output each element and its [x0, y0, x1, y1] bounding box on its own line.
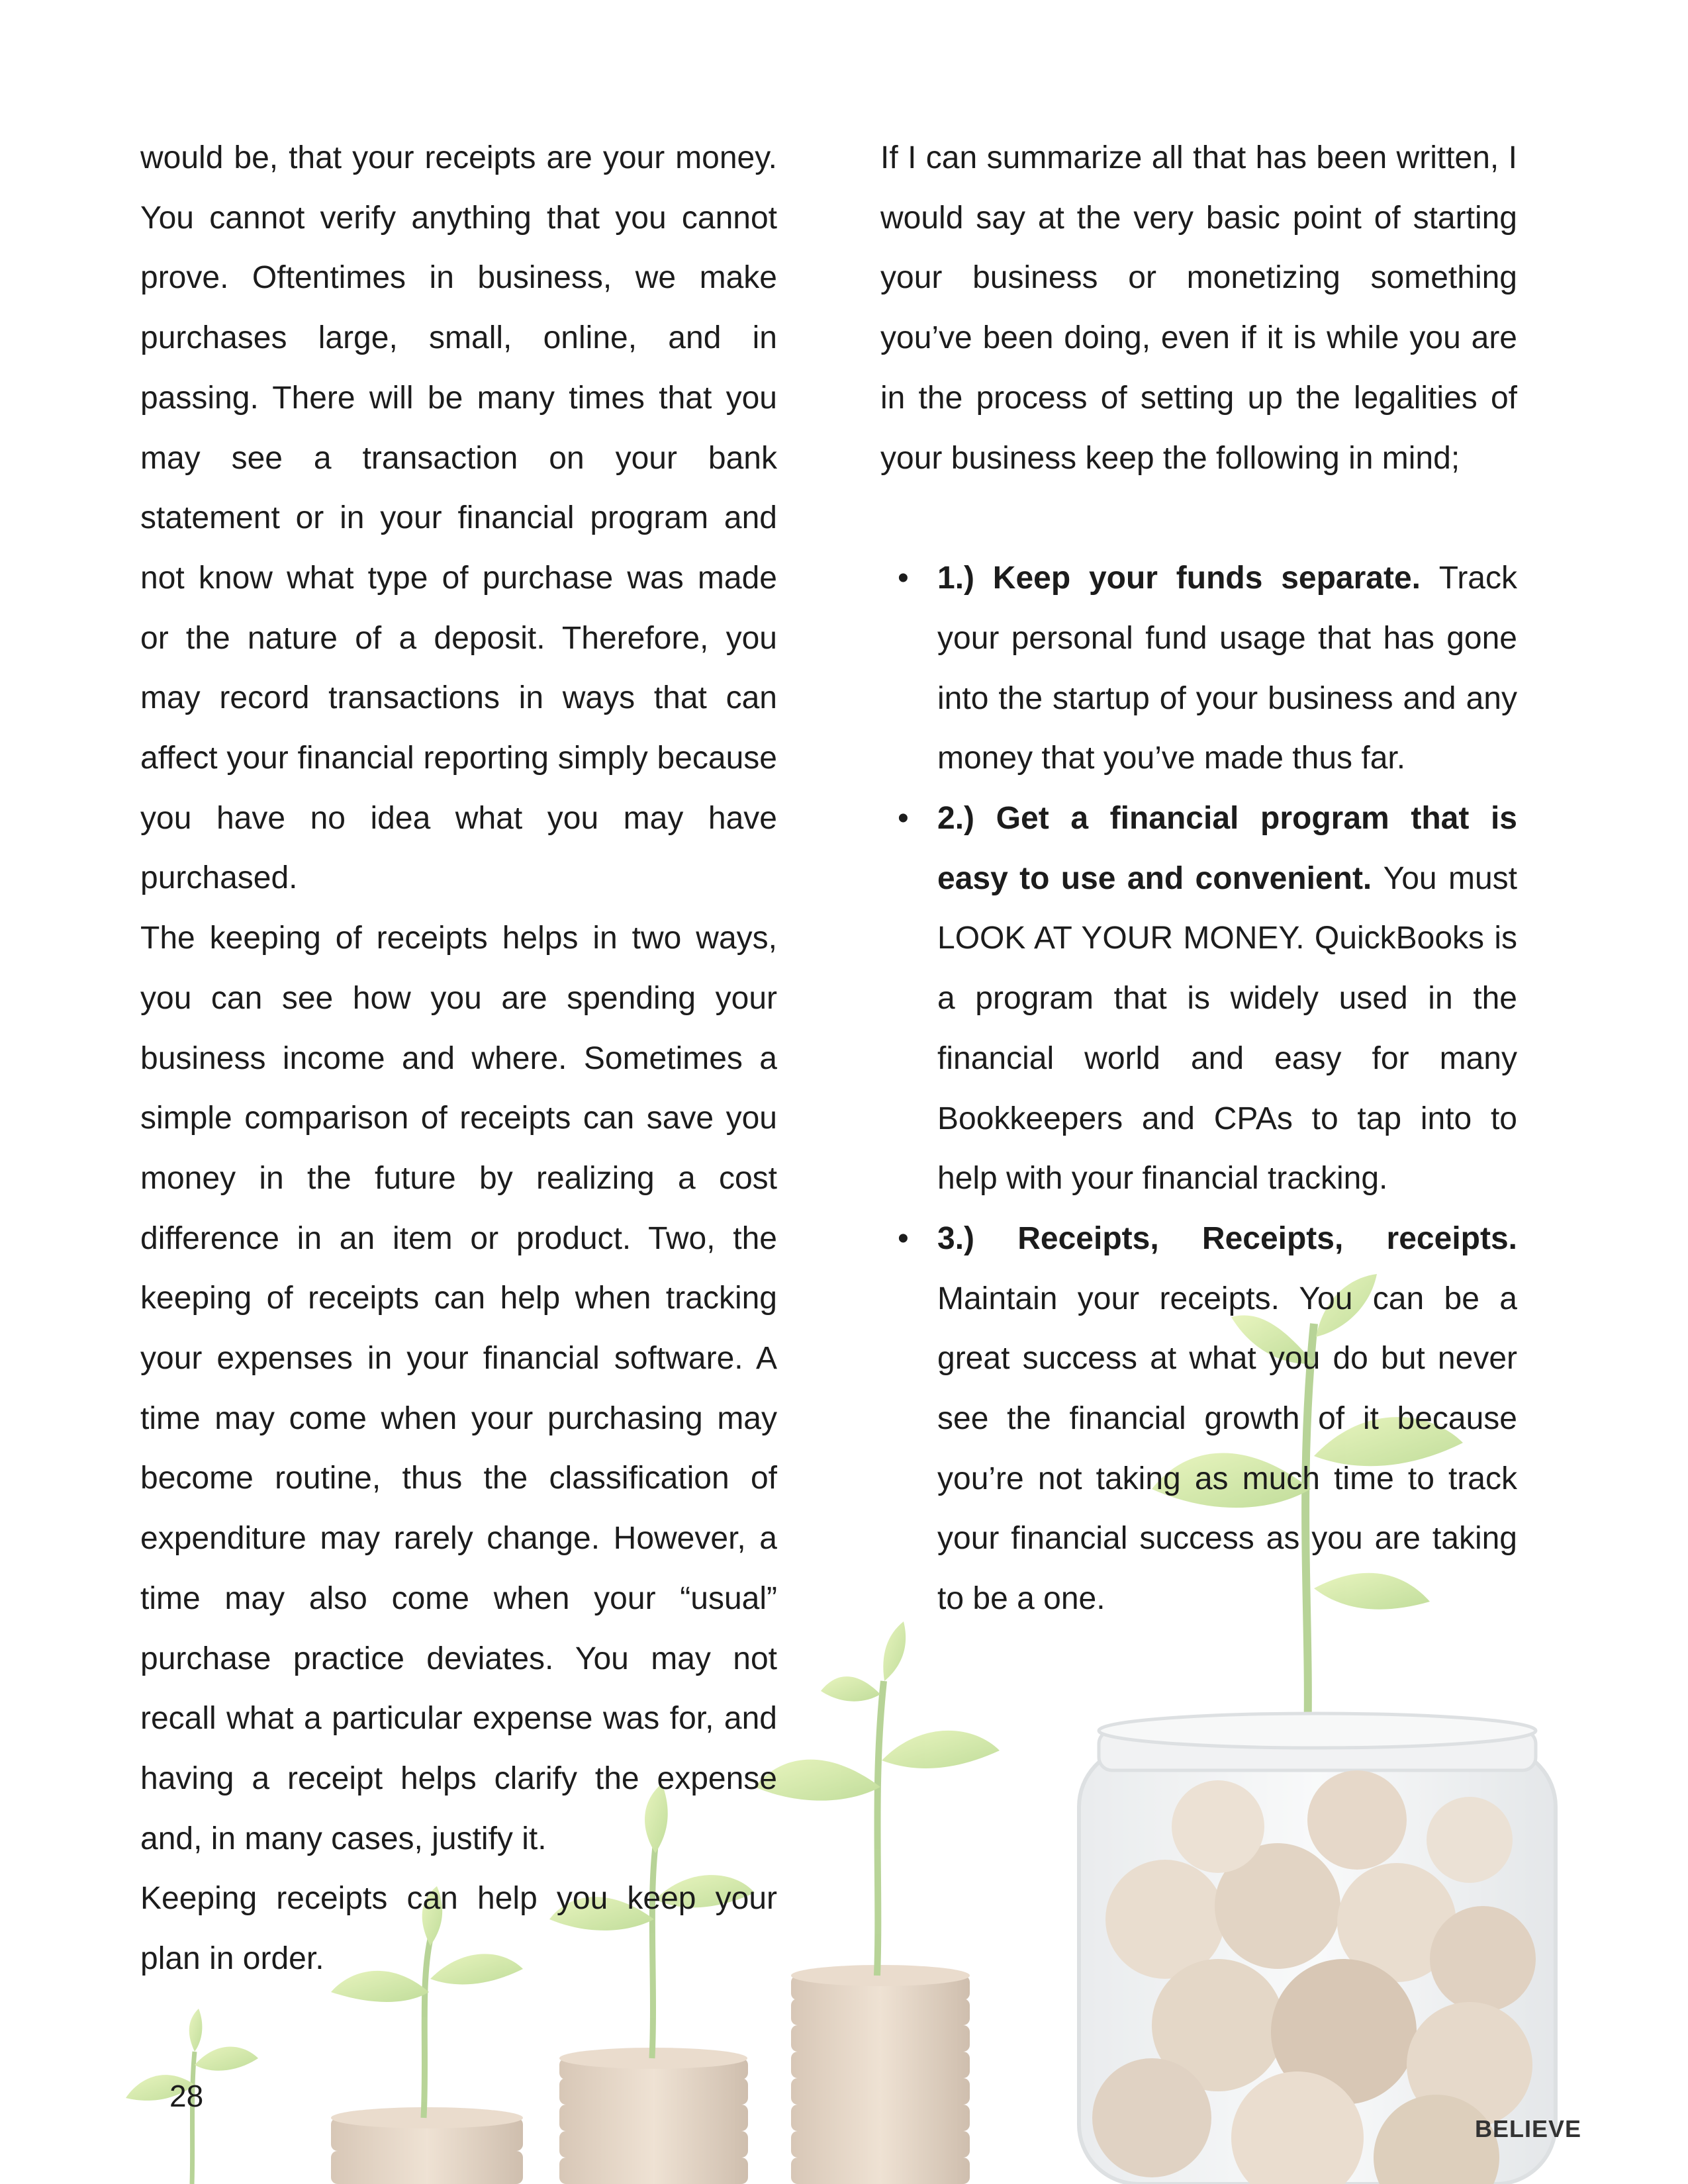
tip-body: You must LOOK AT YOUR MONEY. QuickBooks is a program that is widely used in the financial world and easy for many Bookkeepers and CPAs to tap into to help with your financial tracking. — [937, 860, 1517, 1197]
tip-heading: 1.) Keep your funds separate. — [937, 561, 1439, 596]
left-column — [140, 128, 777, 1989]
brand-label: BELIEVE — [1475, 2115, 1582, 2142]
left-paragraph: The keeping of receipts helps in two ways, you can see how you are spending your business income and where. Sometimes a simple comparison of receipts can save you money in the future by realizing a cost difference in an item or product. Two, the keeping of receipts can help when tracking your expenses in your financial software. A time may come when your purchasing may become routine, thus the classification of expenditure may rarely change. However, a time may also come when your “usual” purchase practice deviates. You may not recall what a particular expense was for, and having a receipt helps clarify the expense and, in many cases, justify it. — [140, 921, 777, 1856]
page-number: 28 — [169, 2079, 204, 2113]
tip-item — [937, 789, 1517, 1209]
tip-body: Maintain your receipts. You can be a great success at what you do but never see the financial growth of it because you’re not taking as much time to track your financial success as you are taking to be a one. — [937, 1281, 1517, 1617]
tip-item — [937, 549, 1517, 789]
tip-body: Track your personal fund usage that has gone into the startup of your business and any money that you’ve made thus far. — [937, 561, 1517, 776]
coin-stack-2 — [559, 2048, 748, 2184]
tip-heading: 2.) Get a financial program that is easy to use and convenient. — [937, 801, 1517, 896]
left-paragraph: Keeping receipts can help you keep your plan in order. — [140, 1881, 777, 1977]
plant-4 — [755, 1621, 1000, 1976]
right-column — [880, 128, 1517, 1629]
tip-item — [937, 1209, 1517, 1629]
tip-heading: 3.) Receipts, Receipts, receipts. — [937, 1220, 1517, 1256]
right-intro: If I can summarize all that has been written, I would say at the very basic point of starting your business or monetizing something you’ve been doing, even if it is while you are in the process of setting up the legalities of your business keep the following in mind; — [880, 140, 1517, 476]
left-paragraph: would be, that your receipts are your money. You cannot verify anything that you cannot prove. Oftentimes in business, we make purchases large, small, online, and in passing. There will be many times that you may see a transaction on your bank statement or in your financial program and not know what type of purchase was made or the nature of a deposit. Therefore, you may record transactions in ways that can affect your financial reporting simply because you have no idea what you may have purchased. — [140, 140, 777, 896]
coin-stack-1 — [331, 2107, 523, 2184]
spacer — [880, 488, 1517, 549]
coin-jar — [1079, 1713, 1556, 2184]
coin-stack-3 — [791, 1965, 970, 2184]
tips-list — [880, 549, 1517, 1629]
